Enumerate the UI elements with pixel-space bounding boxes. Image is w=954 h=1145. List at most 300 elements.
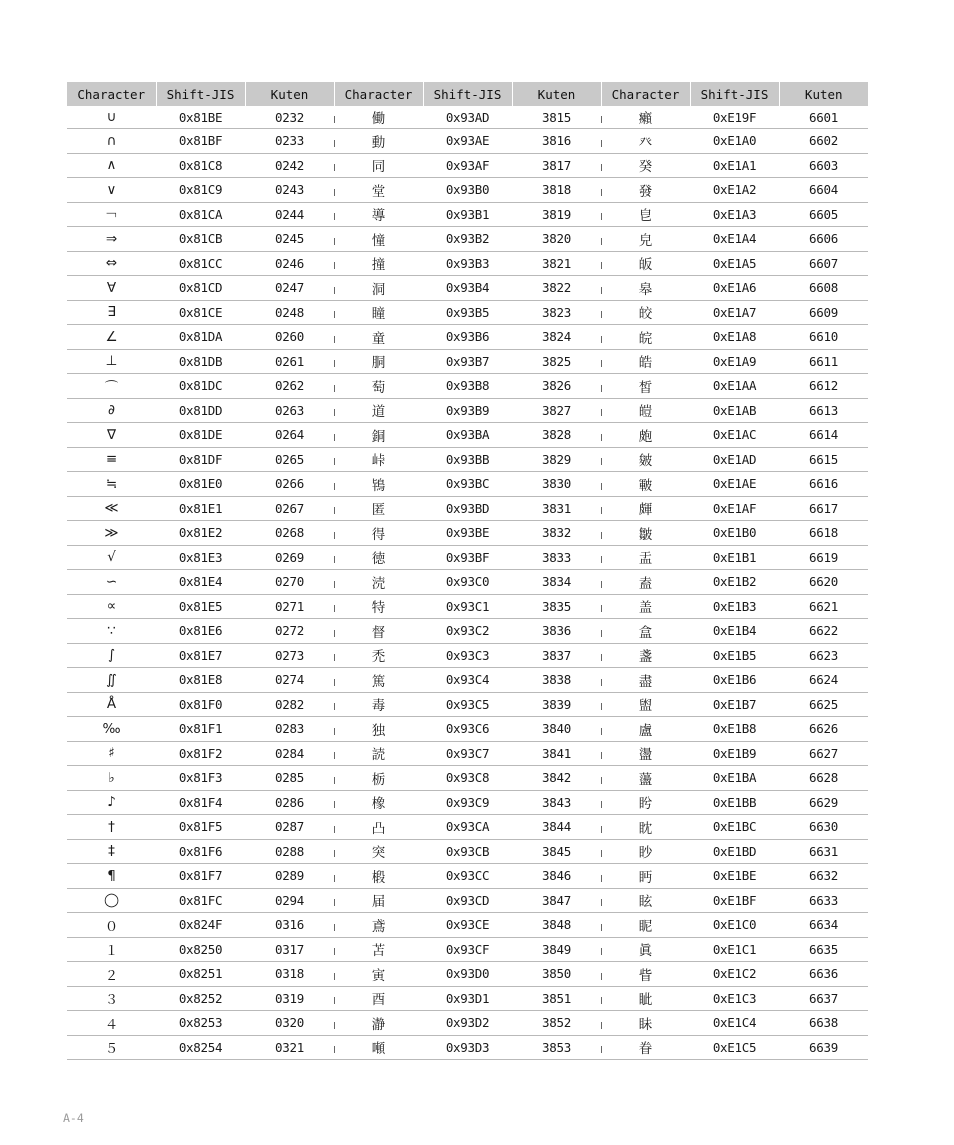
character-cell: ￢	[67, 202, 156, 227]
kuten-cell: 0243	[245, 178, 334, 203]
kuten-cell: 3821	[512, 251, 601, 276]
shift-jis-cell: 0x93BE	[423, 521, 512, 546]
shift-jis-cell: 0x81E8	[156, 668, 245, 693]
kuten-cell: 6610	[779, 325, 868, 350]
character-cell: 眞	[601, 937, 690, 962]
kuten-cell: 3818	[512, 178, 601, 203]
kuten-cell: 3832	[512, 521, 601, 546]
kuten-cell: 3837	[512, 643, 601, 668]
shift-jis-cell: 0x93D3	[423, 1035, 512, 1060]
character-cell: 瀞	[334, 1011, 423, 1036]
character-cell: １	[67, 937, 156, 962]
character-cell: ∫	[67, 643, 156, 668]
table-row	[67, 717, 868, 742]
shift-jis-cell: 0xE1A6	[690, 276, 779, 301]
character-cell: 届	[334, 888, 423, 913]
kuten-cell: 0318	[245, 962, 334, 987]
character-cell: 皈	[601, 251, 690, 276]
kuten-cell: 0267	[245, 496, 334, 521]
kuten-cell: 0274	[245, 668, 334, 693]
character-cell: 堂	[334, 178, 423, 203]
shift-jis-cell: 0xE1AD	[690, 447, 779, 472]
kuten-cell: 6622	[779, 619, 868, 644]
kuten-cell: 6602	[779, 129, 868, 154]
kuten-cell: 6624	[779, 668, 868, 693]
header-kuten-1: Kuten	[245, 82, 334, 106]
character-cell: 噸	[334, 1035, 423, 1060]
kuten-cell: 6638	[779, 1011, 868, 1036]
kuten-cell: 6617	[779, 496, 868, 521]
kuten-cell: 6611	[779, 349, 868, 374]
shift-jis-cell: 0xE1BF	[690, 888, 779, 913]
table-row	[67, 178, 868, 203]
shift-jis-cell: 0x81F0	[156, 692, 245, 717]
character-cell: 椴	[334, 864, 423, 889]
character-cell: 禿	[334, 643, 423, 668]
character-cell: 読	[334, 741, 423, 766]
table-row	[67, 692, 868, 717]
kuten-cell: 0265	[245, 447, 334, 472]
kuten-cell: 0232	[245, 106, 334, 129]
character-cell: 得	[334, 521, 423, 546]
kuten-cell: 6628	[779, 766, 868, 791]
kuten-cell: 3841	[512, 741, 601, 766]
kuten-cell: 0269	[245, 545, 334, 570]
kuten-cell: 3833	[512, 545, 601, 570]
kuten-cell: 0320	[245, 1011, 334, 1036]
shift-jis-cell: 0x93AF	[423, 153, 512, 178]
character-cell: ∀	[67, 276, 156, 301]
table-row	[67, 496, 868, 521]
shift-jis-cell: 0x93B8	[423, 374, 512, 399]
shift-jis-cell: 0xE1B1	[690, 545, 779, 570]
shift-jis-cell: 0xE1C4	[690, 1011, 779, 1036]
character-cell: ♭	[67, 766, 156, 791]
table-row	[67, 888, 868, 913]
kuten-cell: 0289	[245, 864, 334, 889]
shift-jis-cell: 0x93BC	[423, 472, 512, 497]
kuten-cell: 3848	[512, 913, 601, 938]
character-cell: ≡	[67, 447, 156, 472]
character-cell: ∨	[67, 178, 156, 203]
shift-jis-cell: 0x93CE	[423, 913, 512, 938]
character-cell: 毒	[334, 692, 423, 717]
kuten-cell: 0284	[245, 741, 334, 766]
table-row	[67, 741, 868, 766]
kuten-cell: 3826	[512, 374, 601, 399]
kuten-cell: 3825	[512, 349, 601, 374]
shift-jis-cell: 0x93CA	[423, 815, 512, 840]
table-row	[67, 325, 868, 350]
table-row	[67, 594, 868, 619]
table-row	[67, 300, 868, 325]
shift-jis-cell: 0x93C4	[423, 668, 512, 693]
character-cell: 峠	[334, 447, 423, 472]
character-cell: ≒	[67, 472, 156, 497]
kuten-cell: 3851	[512, 986, 601, 1011]
kuten-cell: 3816	[512, 129, 601, 154]
shift-jis-cell: 0x81CE	[156, 300, 245, 325]
character-cell: 盡	[601, 668, 690, 693]
kuten-cell: 6608	[779, 276, 868, 301]
table-row	[67, 619, 868, 644]
kuten-cell: 6614	[779, 423, 868, 448]
character-cell: ∧	[67, 153, 156, 178]
character-cell: †	[67, 815, 156, 840]
character-cell: ♪	[67, 790, 156, 815]
shift-jis-cell: 0xE1A0	[690, 129, 779, 154]
kuten-cell: 0244	[245, 202, 334, 227]
character-cell: 動	[334, 129, 423, 154]
table-row	[67, 129, 868, 154]
header-shift-jis-2: Shift-JIS	[423, 82, 512, 106]
character-cell: ∽	[67, 570, 156, 595]
shift-jis-cell: 0x93D2	[423, 1011, 512, 1036]
shift-jis-cell: 0xE1C0	[690, 913, 779, 938]
shift-jis-cell: 0x93B7	[423, 349, 512, 374]
character-cell: 皙	[601, 374, 690, 399]
kuten-cell: 6626	[779, 717, 868, 742]
kuten-cell: 6619	[779, 545, 868, 570]
kuten-cell: 0319	[245, 986, 334, 1011]
character-cell: 匿	[334, 496, 423, 521]
table-row	[67, 521, 868, 546]
table-row	[67, 643, 868, 668]
character-cell: 鳶	[334, 913, 423, 938]
shift-jis-cell: 0xE1B8	[690, 717, 779, 742]
kuten-cell: 6620	[779, 570, 868, 595]
kuten-cell: 0247	[245, 276, 334, 301]
table-row	[67, 447, 868, 472]
shift-jis-cell: 0x93B5	[423, 300, 512, 325]
table-row	[67, 423, 868, 448]
table-row	[67, 986, 868, 1011]
shift-jis-cell: 0x81BF	[156, 129, 245, 154]
kuten-cell: 0317	[245, 937, 334, 962]
kuten-cell: 3831	[512, 496, 601, 521]
kuten-cell: 6603	[779, 153, 868, 178]
character-cell: 皴	[601, 447, 690, 472]
kuten-cell: 6607	[779, 251, 868, 276]
shift-jis-cell: 0xE1B4	[690, 619, 779, 644]
shift-jis-cell: 0x8250	[156, 937, 245, 962]
shift-jis-cell: 0x81F7	[156, 864, 245, 889]
shift-jis-cell: 0xE1A5	[690, 251, 779, 276]
table-row	[67, 1011, 868, 1036]
shift-jis-cell: 0xE1B9	[690, 741, 779, 766]
table-row	[67, 106, 868, 129]
table-row	[67, 202, 868, 227]
character-cell: 鴇	[334, 472, 423, 497]
kuten-cell: 0273	[245, 643, 334, 668]
table-row	[67, 227, 868, 252]
kuten-cell: 6609	[779, 300, 868, 325]
character-cell: 皀	[601, 202, 690, 227]
character-cell: ‰	[67, 717, 156, 742]
character-cell: 同	[334, 153, 423, 178]
character-cell: ∠	[67, 325, 156, 350]
character-cell: ４	[67, 1011, 156, 1036]
shift-jis-cell: 0x8253	[156, 1011, 245, 1036]
kuten-cell: 0262	[245, 374, 334, 399]
table-row	[67, 864, 868, 889]
table-row	[67, 962, 868, 987]
shift-jis-cell: 0x81CC	[156, 251, 245, 276]
character-cell: 皎	[601, 300, 690, 325]
shift-jis-cell: 0xE1B2	[690, 570, 779, 595]
kuten-cell: 6621	[779, 594, 868, 619]
character-cell: 特	[334, 594, 423, 619]
kuten-cell: 3828	[512, 423, 601, 448]
kuten-cell: 0263	[245, 398, 334, 423]
header-character-3: Character	[601, 82, 690, 106]
kuten-cell: 0288	[245, 839, 334, 864]
kuten-cell: 6613	[779, 398, 868, 423]
character-cell: 憧	[334, 227, 423, 252]
character-cell: ♯	[67, 741, 156, 766]
character-cell: 撞	[334, 251, 423, 276]
kuten-cell: 0282	[245, 692, 334, 717]
shift-jis-cell: 0xE1A4	[690, 227, 779, 252]
kuten-cell: 3834	[512, 570, 601, 595]
shift-jis-cell: 0x93C7	[423, 741, 512, 766]
shift-jis-cell: 0x93B3	[423, 251, 512, 276]
kuten-cell: 3836	[512, 619, 601, 644]
character-code-table	[67, 82, 868, 1060]
kuten-cell: 6639	[779, 1035, 868, 1060]
kuten-cell: 6618	[779, 521, 868, 546]
header-character-2: Character	[334, 82, 423, 106]
kuten-cell: 0271	[245, 594, 334, 619]
shift-jis-cell: 0x81E7	[156, 643, 245, 668]
shift-jis-cell: 0xE1B0	[690, 521, 779, 546]
character-cell: 萄	[334, 374, 423, 399]
shift-jis-cell: 0x93C1	[423, 594, 512, 619]
character-cell: 蘯	[601, 766, 690, 791]
kuten-cell: 3817	[512, 153, 601, 178]
character-cell: Å	[67, 692, 156, 717]
kuten-cell: 6629	[779, 790, 868, 815]
character-cell: ⇔	[67, 251, 156, 276]
shift-jis-cell: 0x93C5	[423, 692, 512, 717]
character-cell: ◯	[67, 888, 156, 913]
kuten-cell: 3829	[512, 447, 601, 472]
table-row	[67, 937, 868, 962]
table-row	[67, 349, 868, 374]
shift-jis-cell: 0x93B2	[423, 227, 512, 252]
character-cell: 皹	[601, 496, 690, 521]
shift-jis-cell: 0xE1AE	[690, 472, 779, 497]
shift-jis-cell: 0x81E1	[156, 496, 245, 521]
shift-jis-cell: 0xE1BD	[690, 839, 779, 864]
kuten-cell: 3830	[512, 472, 601, 497]
character-cell: ３	[67, 986, 156, 1011]
character-cell: 瞳	[334, 300, 423, 325]
kuten-cell: 6631	[779, 839, 868, 864]
character-cell: ∵	[67, 619, 156, 644]
shift-jis-cell: 0x81E6	[156, 619, 245, 644]
shift-jis-cell: 0x93C3	[423, 643, 512, 668]
character-cell: ∂	[67, 398, 156, 423]
header-shift-jis-3: Shift-JIS	[690, 82, 779, 106]
shift-jis-cell: 0x93BB	[423, 447, 512, 472]
shift-jis-cell: 0x93BA	[423, 423, 512, 448]
kuten-cell: 3849	[512, 937, 601, 962]
kuten-cell: 0321	[245, 1035, 334, 1060]
shift-jis-cell: 0x81FC	[156, 888, 245, 913]
character-cell: 道	[334, 398, 423, 423]
shift-jis-cell: 0x81CB	[156, 227, 245, 252]
shift-jis-cell: 0x93D1	[423, 986, 512, 1011]
character-cell: ５	[67, 1035, 156, 1060]
kuten-cell: 3819	[512, 202, 601, 227]
kuten-cell: 6627	[779, 741, 868, 766]
kuten-cell: 3823	[512, 300, 601, 325]
character-cell: ⌒	[67, 374, 156, 399]
header-row	[67, 82, 868, 106]
table-row	[67, 815, 868, 840]
shift-jis-cell: 0x93C8	[423, 766, 512, 791]
kuten-cell: 6606	[779, 227, 868, 252]
character-cell: 眤	[601, 913, 690, 938]
table-row	[67, 766, 868, 791]
kuten-cell: 0245	[245, 227, 334, 252]
header-character-1: Character	[67, 82, 156, 106]
character-cell: 皸	[601, 472, 690, 497]
shift-jis-cell: 0x93C2	[423, 619, 512, 644]
sjis-kuten-table	[67, 82, 868, 1060]
shift-jis-cell: 0x81DC	[156, 374, 245, 399]
table-row	[67, 570, 868, 595]
shift-jis-cell: 0x81E0	[156, 472, 245, 497]
kuten-cell: 6634	[779, 913, 868, 938]
shift-jis-cell: 0x81F6	[156, 839, 245, 864]
kuten-cell: 0270	[245, 570, 334, 595]
table-row	[67, 472, 868, 497]
shift-jis-cell: 0x93D0	[423, 962, 512, 987]
character-cell: 癩	[601, 106, 690, 129]
character-cell: 癸	[601, 153, 690, 178]
character-cell: √	[67, 545, 156, 570]
shift-jis-cell: 0x93C6	[423, 717, 512, 742]
kuten-cell: 3850	[512, 962, 601, 987]
shift-jis-cell: 0xE19F	[690, 106, 779, 129]
kuten-cell: 3822	[512, 276, 601, 301]
header-shift-jis-1: Shift-JIS	[156, 82, 245, 106]
kuten-cell: 6633	[779, 888, 868, 913]
kuten-cell: 3843	[512, 790, 601, 815]
shift-jis-cell: 0x81F2	[156, 741, 245, 766]
shift-jis-cell: 0x81F1	[156, 717, 245, 742]
table-row	[67, 790, 868, 815]
shift-jis-cell: 0xE1AF	[690, 496, 779, 521]
kuten-cell: 3853	[512, 1035, 601, 1060]
character-cell: ∃	[67, 300, 156, 325]
table-row	[67, 153, 868, 178]
table-row	[67, 545, 868, 570]
table-row	[67, 398, 868, 423]
character-cell: 導	[334, 202, 423, 227]
character-cell: 苫	[334, 937, 423, 962]
table-row	[67, 251, 868, 276]
kuten-cell: 3815	[512, 106, 601, 129]
table-row	[67, 1035, 868, 1060]
kuten-cell: 6623	[779, 643, 868, 668]
shift-jis-cell: 0x81CA	[156, 202, 245, 227]
shift-jis-cell: 0x81E5	[156, 594, 245, 619]
shift-jis-cell: 0xE1AA	[690, 374, 779, 399]
shift-jis-cell: 0x93BD	[423, 496, 512, 521]
shift-jis-cell: 0xE1B6	[690, 668, 779, 693]
shift-jis-cell: 0x81E3	[156, 545, 245, 570]
character-cell: 眈	[601, 815, 690, 840]
shift-jis-cell: 0x81CD	[156, 276, 245, 301]
shift-jis-cell: 0x93C9	[423, 790, 512, 815]
shift-jis-cell: 0xE1A9	[690, 349, 779, 374]
shift-jis-cell: 0x81C9	[156, 178, 245, 203]
character-cell: ⇒	[67, 227, 156, 252]
shift-jis-cell: 0xE1B5	[690, 643, 779, 668]
character-cell: 眄	[601, 864, 690, 889]
character-cell: 皰	[601, 423, 690, 448]
character-cell: 癶	[601, 129, 690, 154]
kuten-cell: 0233	[245, 129, 334, 154]
character-cell: 盥	[601, 692, 690, 717]
character-cell: 独	[334, 717, 423, 742]
character-cell: 突	[334, 839, 423, 864]
character-cell: 督	[334, 619, 423, 644]
shift-jis-cell: 0xE1C2	[690, 962, 779, 987]
character-cell: 眇	[601, 839, 690, 864]
shift-jis-cell: 0x93CF	[423, 937, 512, 962]
kuten-cell: 3835	[512, 594, 601, 619]
kuten-cell: 3827	[512, 398, 601, 423]
character-cell: ≪	[67, 496, 156, 521]
shift-jis-cell: 0x93CC	[423, 864, 512, 889]
character-cell: 寅	[334, 962, 423, 987]
shift-jis-cell: 0xE1A8	[690, 325, 779, 350]
character-cell: 盪	[601, 741, 690, 766]
character-cell: ‡	[67, 839, 156, 864]
kuten-cell: 0287	[245, 815, 334, 840]
kuten-cell: 0283	[245, 717, 334, 742]
shift-jis-cell: 0x81DD	[156, 398, 245, 423]
character-cell: ⊥	[67, 349, 156, 374]
kuten-cell: 0260	[245, 325, 334, 350]
shift-jis-cell: 0xE1B3	[690, 594, 779, 619]
shift-jis-cell: 0x81E2	[156, 521, 245, 546]
character-cell: 徳	[334, 545, 423, 570]
kuten-cell: 3842	[512, 766, 601, 791]
kuten-cell: 0286	[245, 790, 334, 815]
shift-jis-cell: 0xE1A7	[690, 300, 779, 325]
character-cell: 盒	[601, 619, 690, 644]
character-cell: ０	[67, 913, 156, 938]
shift-jis-cell: 0xE1A3	[690, 202, 779, 227]
shift-jis-cell: 0x81F4	[156, 790, 245, 815]
character-cell: 洞	[334, 276, 423, 301]
shift-jis-cell: 0x81BE	[156, 106, 245, 129]
character-cell: 盞	[601, 643, 690, 668]
character-cell: ≫	[67, 521, 156, 546]
shift-jis-cell: 0x8254	[156, 1035, 245, 1060]
character-cell: 橡	[334, 790, 423, 815]
shift-jis-cell: 0x93C0	[423, 570, 512, 595]
character-cell: 眷	[601, 1035, 690, 1060]
shift-jis-cell: 0x93CD	[423, 888, 512, 913]
kuten-cell: 6616	[779, 472, 868, 497]
shift-jis-cell: 0x81DE	[156, 423, 245, 448]
